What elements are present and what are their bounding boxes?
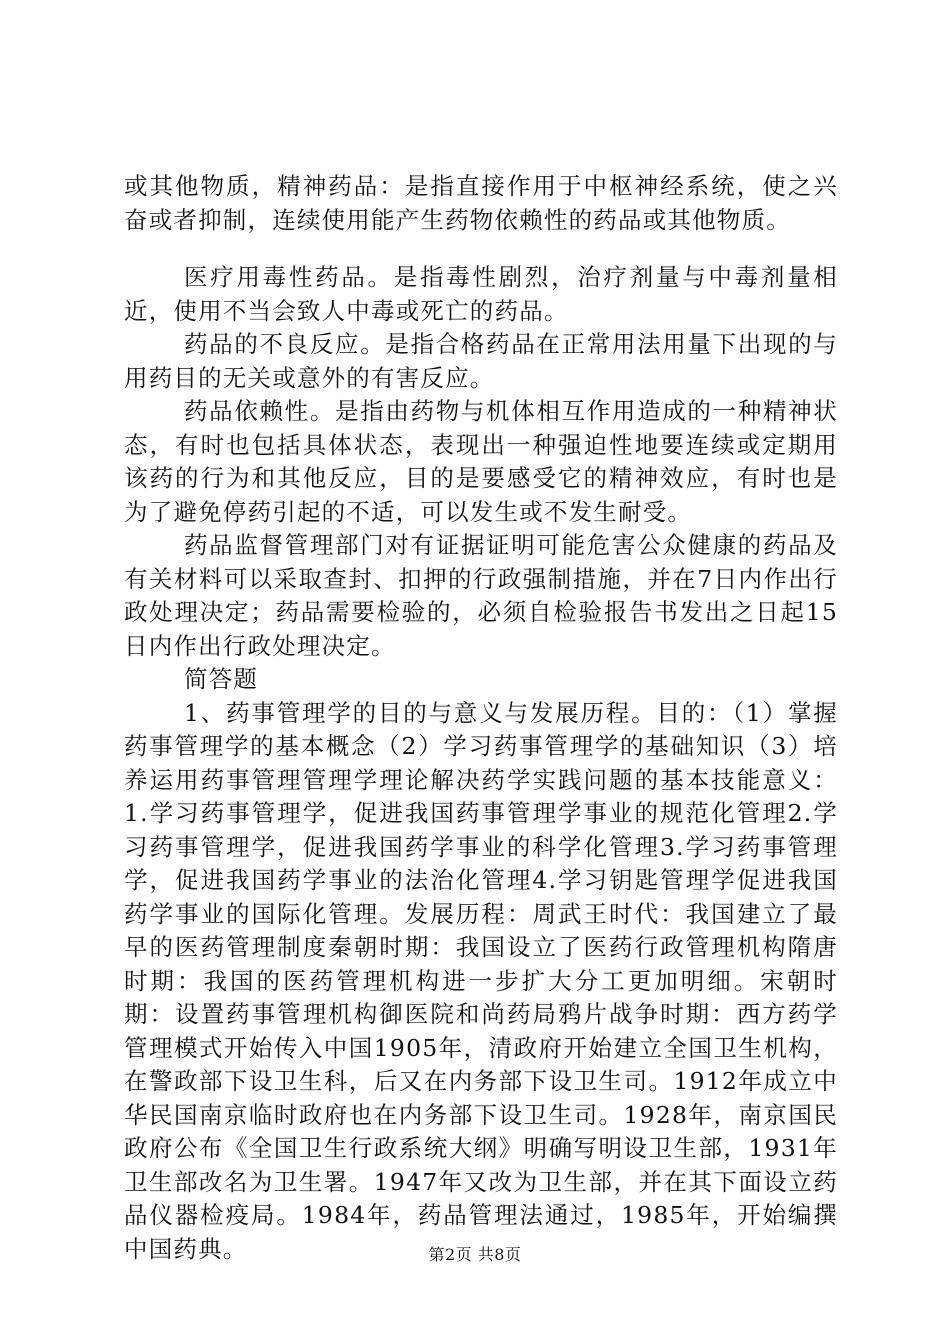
document-body <box>124 170 838 1266</box>
section-heading-short-answer: 简答题 <box>184 665 259 693</box>
paragraph-drug-dependence: 药品依赖性。是指由药物与机体相互作用造成的一种精神状态，有时也包括具体状态，表现出一种强迫性地要连续或定期用该药的行为和其他反应，目的是要感受它的精神效应，有时也是为了避免停药引起的不适，可以发生或不发生耐受。 <box>124 397 838 526</box>
page-number-footer: 第2页 共8页 <box>428 1245 522 1264</box>
paragraph-enforcement-measures: 药品监督管理部门对有证据证明可能危害公众健康的药品及有关材料可以采取查封、扣押的行政强制措施，并在7日内作出行政处理决定；药品需要检验的，必须自检验报告书发出之日起15日内作出行政处理决定。 <box>124 531 838 660</box>
paragraph-psychotropic-drugs: 或其他物质，精神药品：是指直接作用于中枢神经系统，使之兴奋或者抑制，连续使用能产生药物依赖性的药品或其他物质。 <box>124 172 838 234</box>
paragraph-toxic-drugs: 医疗用毒性药品。是指毒性剧烈，治疗剂量与中毒剂量相近，使用不当会致人中毒或死亡的药品。 <box>124 263 838 325</box>
paragraph-question-1: 1、药事管理学的目的与意义与发展历程。目的：（1）掌握药事管理学的基本概念（2）学习药事管理学的基础知识（3）培养运用药事管理管理学理论解决药学实践问题的基本技能意义：1.学习药事管理学，促进我国药事管理学事业的规范化管理2.学习药事管理学，促进我国药学事业的科学化管理3.学习药事管理学，促进我国药学事业的法治化管理4.学习钥匙管理学促进我国药学事业的国际化管理。发展历程：周武王时代：我国建立了最早的医药管理制度秦朝时期：我国设立了医药行政管理机构隋唐时期：我国的医药管理机构进一步扩大分工更加明细。宋朝时期：设置药事管理机构御医院和尚药局鸦片战争时期：西方药学管理模式开始传入中国1905年，清政府开始建立全国卫生机构，在警政部下设卫生科，后又在内务部下设卫生司。1912年成立中华民国南京临时政府也在内务部下设卫生司。1928年，南京国民政府公布《全国卫生行政系统大纲》明确写明设卫生部，1931年卫生部改名为卫生署。1947年又改为卫生部，并在其下面设立药品仪器检疫局。1984年，药品管理法通过，1985年，开始编撰中国药典。 <box>124 698 838 1263</box>
paragraph-adverse-reaction: 药品的不良反应。是指合格药品在正常用法用量下出现的与用药目的无关或意外的有害反应。 <box>124 330 838 392</box>
